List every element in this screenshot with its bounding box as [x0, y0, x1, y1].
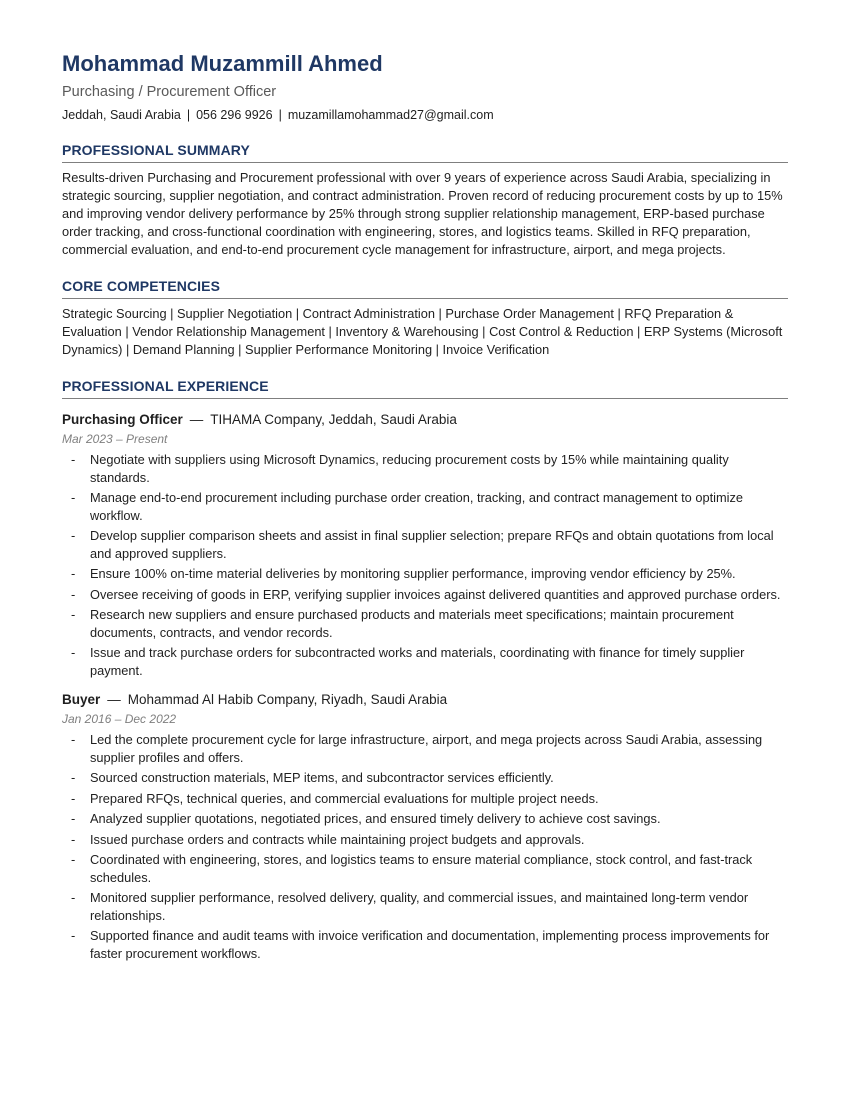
job-bullet-item — [62, 565, 788, 583]
job-heading — [62, 691, 788, 709]
competencies-heading: CORE COMPETENCIES — [62, 277, 788, 299]
job-bullet-list — [62, 451, 788, 679]
bullet-dash-icon: - — [71, 790, 76, 806]
bullet-dash-icon: - — [71, 645, 76, 660]
competencies-text: Strategic Sourcing | Supplier Negotiation | Contract Administration | Purchase Order Management | RFQ Preparation & Evaluation | Vendor Relationship Management | Inventory & Warehousing | Cost Control & Reduction | ERP Systems (Microsoft Dynamics) | Demand Planning | Supplier Performance Monitoring | Invoice Verification — [62, 306, 783, 357]
job-bullet-text: Negotiate with suppliers using Microsoft Dynamics, reducing procurement costs by 15% while maintaining quality standards. — [90, 452, 729, 485]
job-bullet-item — [62, 451, 788, 486]
summary-heading: PROFESSIONAL SUMMARY — [62, 141, 788, 163]
job-bullet-item — [62, 527, 788, 562]
job-entry — [62, 691, 788, 962]
job-heading — [62, 411, 788, 429]
contact-email: muzamillamohammad27@gmail.com — [287, 108, 494, 122]
summary-section — [62, 141, 788, 259]
summary-text: Results-driven Purchasing and Procurement professional with over 9 years of experience across Saudi Arabia, specializing in strategic sourcing, supplier negotiation, and contract administration. Proven record of reducing procurement costs by up to 15% and improving vendor delivery performance by 25% through strong supplier relationship management, ERP-based purchase order tracking, and cross-functional coordination with engineering, stores, and logistics teams. Skilled in RFQ preparation, commercial evaluation, and end-to-end procurement cycle management for infrastructure, airport, and mega projects. — [62, 170, 783, 257]
job-bullet-text: Manage end-to-end procurement including purchase order creation, tracking, and contract management to optimize workflow. — [90, 490, 744, 523]
contact-separator: | — [278, 108, 282, 122]
job-bullet-text: Analyzed supplier quotations, negotiated prices, and ensured timely delivery to achieve cost savings. — [90, 811, 661, 826]
contact-line — [62, 107, 788, 123]
contact-separator: | — [186, 108, 191, 122]
experience-section — [62, 377, 788, 962]
experience-heading: PROFESSIONAL EXPERIENCE — [62, 377, 788, 399]
bullet-dash-icon: - — [71, 490, 76, 505]
job-bullet-text: Develop supplier comparison sheets and assist in final supplier selection; prepare RFQs and obtain quotations from local and approved suppliers. — [90, 528, 774, 561]
job-bullet-text: Led the complete procurement cycle for large infrastructure, airport, and mega projects across Saudi Arabia, assessing supplier profiles and offers. — [90, 732, 763, 765]
job-bullet-item — [62, 769, 788, 787]
job-bullet-item — [62, 790, 788, 808]
job-bullet-text: Issued purchase orders and contracts while maintaining project budgets and approvals. — [90, 831, 585, 847]
job-bullet-item — [62, 927, 788, 962]
resume-header — [62, 50, 788, 123]
job-title: Buyer — [62, 692, 101, 707]
contact-phone: 056 296 9926 — [196, 108, 273, 122]
bullet-dash-icon: - — [71, 928, 76, 943]
job-dates: Jan 2016 – Dec 2022 — [62, 712, 177, 726]
job-company: TIHAMA Company, Jeddah, Saudi Arabia — [210, 412, 457, 427]
job-bullet-text: Supported finance and audit teams with invoice verification and documentation, implementing process improvements for faster procurement workflows. — [90, 928, 770, 961]
contact-location: Jeddah, Saudi Arabia — [62, 108, 181, 122]
bullet-dash-icon: - — [71, 852, 76, 867]
bullet-dash-icon: - — [71, 586, 76, 602]
competencies-section — [62, 277, 788, 359]
bullet-dash-icon: - — [71, 732, 76, 747]
candidate-name: Mohammad Muzammill Ahmed — [62, 51, 383, 76]
job-bullet-text: Oversee receiving of goods in ERP, verifying supplier invoices against delivered quantities and approved purchase orders. — [90, 586, 781, 602]
job-company: Mohammad Al Habib Company, Riyadh, Saudi Arabia — [127, 692, 448, 707]
bullet-dash-icon: - — [71, 890, 76, 905]
job-bullet-item — [62, 644, 788, 679]
job-dash-separator: — — [189, 412, 204, 427]
job-bullet-list — [62, 731, 788, 962]
job-bullet-item — [62, 810, 788, 828]
job-bullet-item — [62, 889, 788, 924]
job-bullet-text: Ensure 100% on-time material deliveries by monitoring supplier performance, improving vendor efficiency by 25%. — [90, 566, 736, 581]
bullet-dash-icon: - — [71, 566, 76, 581]
bullet-dash-icon: - — [71, 831, 76, 847]
job-bullet-item — [62, 731, 788, 766]
bullet-dash-icon: - — [71, 607, 76, 622]
job-bullet-text: Research new suppliers and ensure purchased products and materials meet specifications; maintain procurement documents, contracts, and vendor records. — [90, 607, 734, 640]
bullet-dash-icon: - — [71, 452, 76, 467]
job-bullet-item — [62, 851, 788, 886]
job-bullet-text: Coordinated with engineering, stores, and logistics teams to ensure material compliance, stock control, and fast-track schedules. — [90, 852, 753, 885]
job-bullet-item — [62, 606, 788, 641]
job-title: Purchasing Officer — [62, 412, 183, 427]
bullet-dash-icon: - — [71, 811, 76, 826]
job-bullet-item — [62, 586, 788, 604]
candidate-title: Purchasing / Procurement Officer — [62, 84, 277, 100]
job-bullet-item — [62, 831, 788, 849]
job-dates: Mar 2023 – Present — [62, 432, 168, 446]
bullet-dash-icon: - — [71, 770, 76, 785]
job-list — [62, 411, 788, 962]
job-bullet-text: Monitored supplier performance, resolved delivery, quality, and commercial issues, and maintained long-term vendor relationships. — [90, 890, 749, 923]
job-dash-separator: — — [107, 692, 121, 707]
job-bullet-text: Issue and track purchase orders for subcontracted works and materials, coordinating with finance for timely supplier payment. — [90, 645, 745, 678]
job-bullet-item — [62, 489, 788, 524]
job-bullet-text: Sourced construction materials, MEP items, and subcontractor services efficiently. — [90, 770, 554, 785]
job-entry — [62, 411, 788, 679]
bullet-dash-icon: - — [71, 528, 76, 543]
job-bullet-text: Prepared RFQs, technical queries, and commercial evaluations for multiple project needs. — [90, 790, 599, 806]
